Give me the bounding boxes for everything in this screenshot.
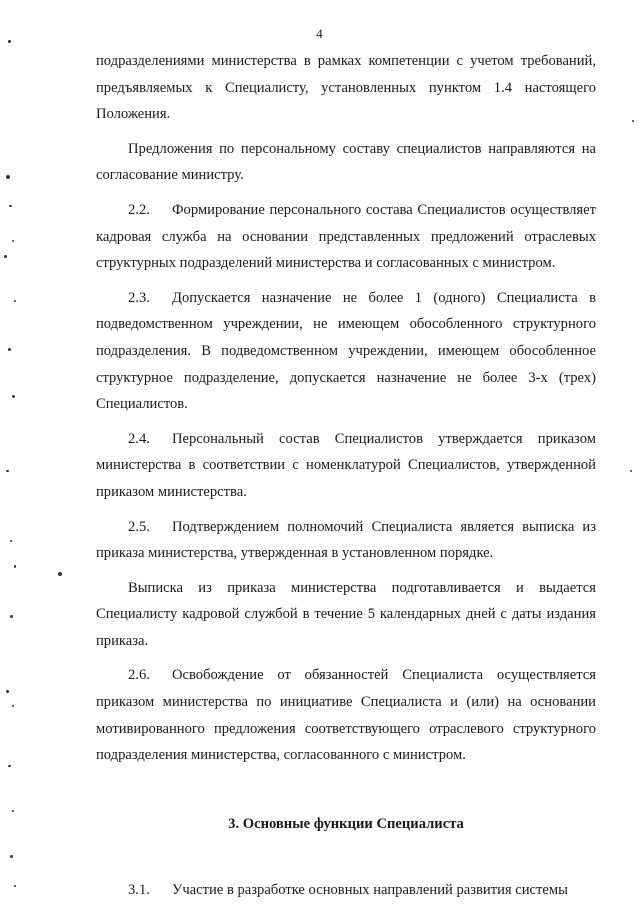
paragraph: Предложения по персональному составу специалистов направляются на согласование министру. xyxy=(96,140,596,184)
clause-text: Допускается назначение не более 1 (одного) Специалиста в подведомственном учреждении, не имеющем обособленного структурного подразделения. В подведомственном учреждении, имеющем обособленное структурное подразделение, допускается назначение не более 3-х (трех) Специалистов. xyxy=(96,289,596,413)
clause-text: Подтверждением полномочий Специалиста является выписка из приказа министерства, утвержденная в установленном порядке. xyxy=(96,518,596,562)
paragraph-2-3 xyxy=(96,285,596,418)
clause-number: 2.4. xyxy=(128,430,150,447)
page-number: 4 xyxy=(316,26,323,41)
clause-number: 2.2. xyxy=(128,201,150,218)
clause-number: 3.1. xyxy=(128,882,150,899)
clause-text: Участие в разработке основных направлений развития системы xyxy=(172,882,568,899)
paragraph-2-4 xyxy=(96,426,596,506)
section-heading: 3. Основные функции Специалиста xyxy=(228,815,464,832)
paragraph-2-2 xyxy=(96,197,596,277)
clause-text: Персональный состав Специалистов утверждается приказом министерства в соответствии с номенклатурой Специалистов, утвержденной приказом министерства. xyxy=(96,430,596,500)
document-body xyxy=(96,48,596,904)
clause-number: 2.5. xyxy=(128,518,150,535)
clause-number: 2.3. xyxy=(128,289,150,306)
paragraph: Выписка из приказа министерства подготавливается и выдается Специалисту кадровой службой в течение 5 календарных дней с даты издания приказа. xyxy=(96,579,596,649)
paragraph-2-5 xyxy=(96,514,596,567)
clause-text: Освобождение от обязанностей Специалиста осуществляется приказом министерства по инициативе Специалиста и (или) на основании мотивированного предложения соответствующего отраслевого структурного подразделения министерства, согласованного с министром. xyxy=(96,667,596,764)
clause-number: 2.6. xyxy=(128,667,150,684)
paragraph-3-1 xyxy=(96,877,596,904)
clause-text: Формирование персонального состава Специалистов осуществляет кадровая служба на основании представленных предложений отраслевых структурных подразделений министерства и согласованных с министром. xyxy=(96,201,596,272)
paragraph: подразделениями министерства в рамках компетенции с учетом требований, предъявляемых к Специалисту, установленных пунктом 1.4 настоящего Положения. xyxy=(96,53,596,123)
paragraph-2-6 xyxy=(96,662,596,768)
